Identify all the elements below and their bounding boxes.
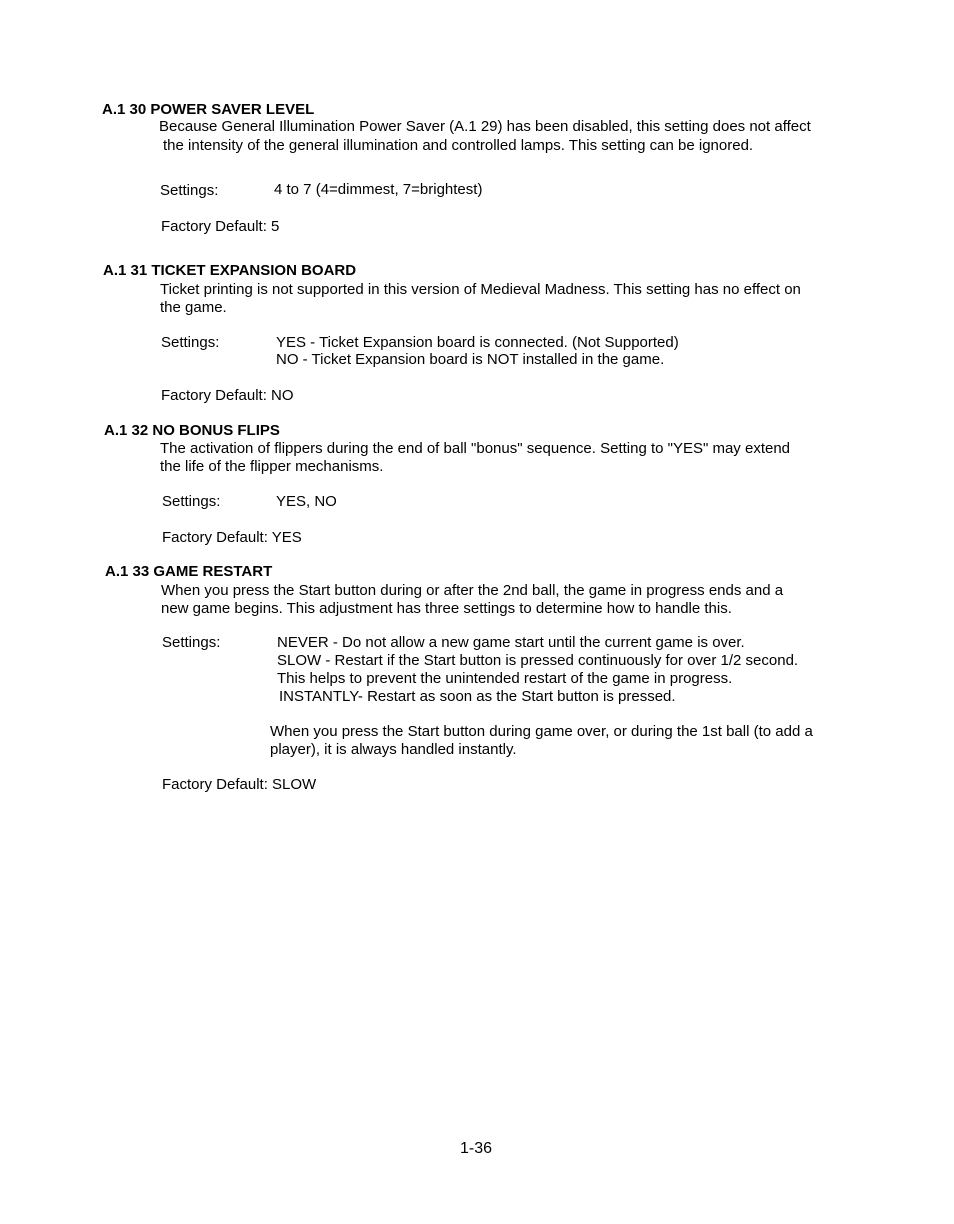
section-description-line: the life of the flipper mechanisms. xyxy=(160,458,384,475)
settings-label: Settings: xyxy=(160,182,219,199)
settings-value: INSTANTLY- Restart as soon as the Start button is pressed. xyxy=(279,688,676,705)
section-description-line: Because General Illumination Power Saver (A.1 29) has been disabled, this setting does not affect xyxy=(159,118,811,135)
settings-value: NO - Ticket Expansion board is NOT installed in the game. xyxy=(276,351,665,368)
page-number: 1-36 xyxy=(460,1140,493,1157)
settings-label: Settings: xyxy=(162,493,221,510)
factory-default: Factory Default: 5 xyxy=(161,218,280,235)
settings-label: Settings: xyxy=(162,634,221,651)
factory-default: Factory Default: SLOW xyxy=(162,776,317,793)
settings-note-line: player), it is always handled instantly. xyxy=(270,741,517,758)
factory-default: Factory Default: NO xyxy=(161,387,294,404)
settings-label: Settings: xyxy=(161,334,220,351)
section-heading-no-bonus-flips: A.1 32 NO BONUS FLIPS xyxy=(104,422,280,439)
section-heading-power-saver-level: A.1 30 POWER SAVER LEVEL xyxy=(102,101,315,118)
section-description-line: new game begins. This adjustment has three settings to determine how to handle this. xyxy=(161,600,732,617)
section-heading-ticket-expansion-board: A.1 31 TICKET EXPANSION BOARD xyxy=(103,262,357,279)
factory-default: Factory Default: YES xyxy=(162,529,302,546)
settings-value: This helps to prevent the unintended restart of the game in progress. xyxy=(277,670,733,687)
section-heading-game-restart: A.1 33 GAME RESTART xyxy=(105,563,273,580)
section-description-line: the game. xyxy=(160,299,227,316)
section-description-line: the intensity of the general illumination and controlled lamps. This setting can be ignored. xyxy=(163,137,754,154)
settings-value: YES, NO xyxy=(276,493,337,510)
settings-note-line: When you press the Start button during game over, or during the 1st ball (to add a xyxy=(270,723,813,740)
section-description-line: Ticket printing is not supported in this version of Medieval Madness. This setting has no effect on xyxy=(160,281,801,298)
settings-value: YES - Ticket Expansion board is connected. (Not Supported) xyxy=(276,334,679,351)
settings-value: SLOW - Restart if the Start button is pressed continuously for over 1/2 second. xyxy=(277,652,799,669)
section-description-line: The activation of flippers during the end of ball "bonus" sequence. Setting to "YES" may extend xyxy=(160,440,791,457)
settings-value: NEVER - Do not allow a new game start until the current game is over. xyxy=(277,634,745,651)
section-description-line: When you press the Start button during or after the 2nd ball, the game in progress ends and a xyxy=(161,582,784,599)
settings-value: 4 to 7 (4=dimmest, 7=brightest) xyxy=(274,181,483,198)
